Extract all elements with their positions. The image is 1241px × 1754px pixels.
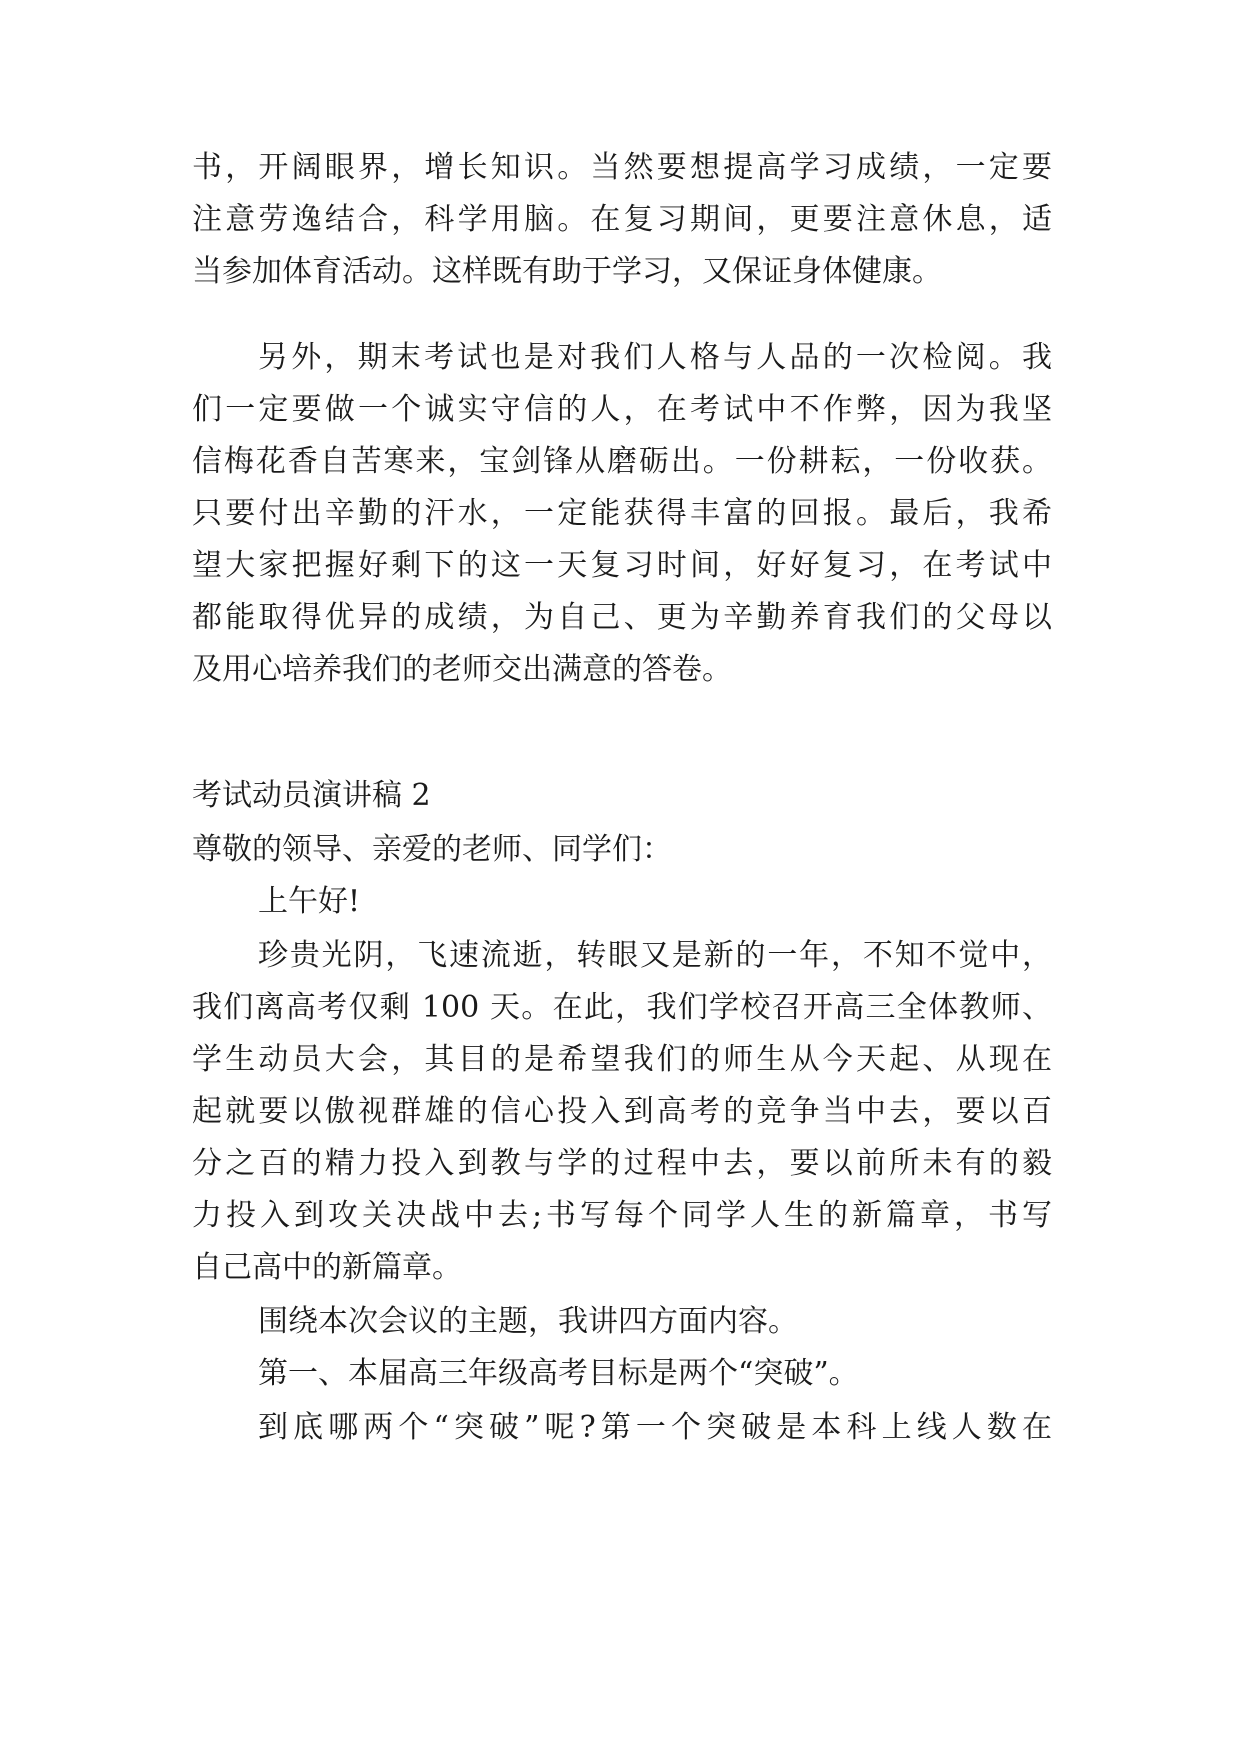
paragraph-line: 学生动员大会，其目的是希望我们的师生从今天起、从现在 xyxy=(192,1042,1052,1077)
paragraph-line: 书，开阔眼界，增长知识。当然要想提高学习成绩，一定要 xyxy=(192,150,1052,185)
paragraph-line: 及用心培养我们的老师交出满意的答卷。 xyxy=(192,652,732,687)
paragraph-line: 围绕本次会议的主题，我讲四方面内容。 xyxy=(258,1304,798,1339)
paragraph-line: 当参加体育活动。这样既有助于学习，又保证身体健康。 xyxy=(192,254,942,289)
paragraph-line: 珍贵光阴，飞速流逝，转眼又是新的一年，不知不觉中， xyxy=(258,938,1052,973)
salutation: 尊敬的领导、亲爱的老师、同学们： xyxy=(192,832,672,867)
paragraph-line: 另外，期末考试也是对我们人格与人品的一次检阅。我 xyxy=(258,340,1052,375)
greeting: 上午好! xyxy=(258,884,361,919)
paragraph-line: 们一定要做一个诚实守信的人，在考试中不作弊，因为我坚 xyxy=(192,392,1052,427)
paragraph-line: 都能取得优异的成绩，为自己、更为辛勤养育我们的父母以 xyxy=(192,600,1052,635)
paragraph-line: 注意劳逸结合，科学用脑。在复习期间，更要注意休息，适 xyxy=(192,202,1052,237)
paragraph-line: 望大家把握好剩下的这一天复习时间，好好复习，在考试中 xyxy=(192,548,1052,583)
paragraph-line: 力投入到攻关决战中去;书写每个同学人生的新篇章，书写 xyxy=(192,1198,1052,1233)
paragraph-line: 到底哪两个“突破”呢?第一个突破是本科上线人数在 xyxy=(258,1410,1052,1445)
paragraph-line: 信梅花香自苦寒来，宝剑锋从磨砺出。一份耕耘，一份收获。 xyxy=(192,444,1052,479)
section-title: 考试动员演讲稿 2 xyxy=(192,778,431,813)
paragraph-line: 第一、本届高三年级高考目标是两个“突破”。 xyxy=(258,1356,859,1391)
paragraph-line: 自己高中的新篇章。 xyxy=(192,1250,462,1285)
paragraph-line: 只要付出辛勤的汗水，一定能获得丰富的回报。最后，我希 xyxy=(192,496,1052,531)
paragraph-line: 起就要以傲视群雄的信心投入到高考的竞争当中去，要以百 xyxy=(192,1094,1052,1129)
paragraph-line: 分之百的精力投入到教与学的过程中去，要以前所未有的毅 xyxy=(192,1146,1052,1181)
paragraph-line: 我们离高考仅剩 100 天。在此，我们学校召开高三全体教师、 xyxy=(192,990,1052,1025)
